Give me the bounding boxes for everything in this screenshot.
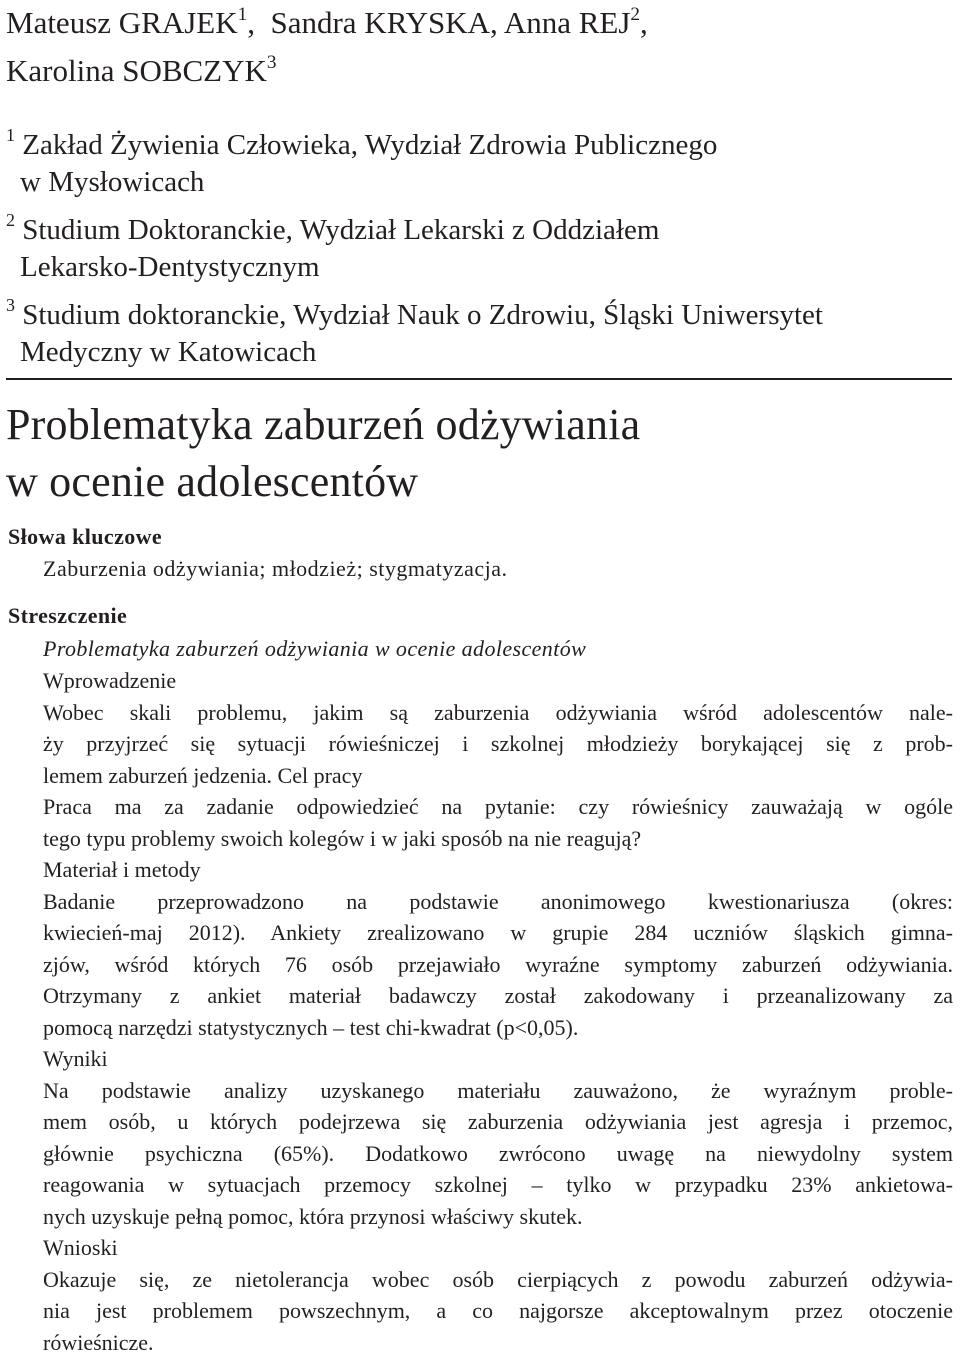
article-title-line-1: Problematyka zaburzeń odżywiania xyxy=(6,400,641,449)
abstract-line: lemem zaburzeń jedzenia. Cel pracy xyxy=(43,762,363,788)
author-1-sup: 1 xyxy=(237,3,248,25)
abstract-line: nia jest problemem powszechnym, a co najgorsze akceptowalnym przez otoczenie xyxy=(43,1298,953,1323)
affiliation-3 xyxy=(6,297,823,371)
abstract-line: Otrzymany z ankiet materiał badawczy został zakodowany i przeanalizowany za xyxy=(43,983,953,1008)
abstract-line: kwiecień-maj 2012). Ankiety zrealizowano w grupie 284 uczniów śląskich gimna- xyxy=(43,920,953,945)
affiliation-1 xyxy=(6,127,717,201)
abstract-section-conclusions-heading: Wnioski xyxy=(43,1235,118,1260)
abstract-line: Badanie przeprowadzono na podstawie anonimowego kwestionariusza (okres: xyxy=(43,888,953,914)
abstract-subtitle: Problematyka zaburzeń odżywiania w ocenie adolescentów xyxy=(43,636,587,661)
affiliation-1-sup: 1 xyxy=(6,125,15,146)
affiliation-3-sup: 3 xyxy=(6,295,15,316)
author-4: Karolina SOBCZYK xyxy=(6,53,267,88)
abstract-line: mem osób, u których podejrzewa się zaburzenia odżywiania jest agresja i przemoc, xyxy=(43,1109,953,1134)
abstract-line: głównie psychiczna (65%). Dodatkowo zwrócono uwagę na niewydolny system xyxy=(43,1140,953,1166)
authors xyxy=(6,0,648,94)
abstract-heading: Streszczenie xyxy=(8,603,128,628)
affiliation-2-line-2: Lekarsko-Dentystycznym xyxy=(20,251,320,283)
affiliation-2-line-1: Studium Doktoranckie, Wydział Lekarski z Oddziałem xyxy=(22,214,660,246)
abstract-section-methods-heading: Materiał i metody xyxy=(43,857,201,882)
abstract-line: pomocą narzędzi statystycznych – test chi-kwadrat (p<0,05). xyxy=(43,1014,579,1040)
keywords-text: Zaburzenia odżywiania; młodzież; stygmatyzacja. xyxy=(43,556,508,581)
author-2-3: , Sandra KRYSKA, Anna REJ xyxy=(247,5,631,40)
author-1: Mateusz GRAJEK xyxy=(6,5,238,40)
abstract-line: tego typu problemy swoich kolegów i w jaki sposób na nie reagują? xyxy=(43,825,642,851)
affiliation-1-line-2: w Mysłowicach xyxy=(20,166,205,198)
authors-line-2 xyxy=(6,48,648,94)
abstract-line: rówieśnicze. xyxy=(43,1329,154,1355)
author-4-sup: 3 xyxy=(266,51,277,73)
authors-line-1-end: , xyxy=(640,5,648,40)
keywords-heading: Słowa kluczowe xyxy=(8,524,163,549)
abstract-section-results-heading: Wyniki xyxy=(43,1046,108,1071)
abstract-line: Praca ma za zadanie odpowiedzieć na pytanie: czy rówieśnicy zauważają w ogóle xyxy=(43,794,953,819)
abstract-line: zjów, wśród których 76 osób przejawiało wyraźne symptomy zaburzeń odżywiania. xyxy=(43,951,953,977)
authors-line-1 xyxy=(6,0,648,46)
abstract-section-intro-heading: Wprowadzenie xyxy=(43,668,177,693)
affiliation-2 xyxy=(6,212,659,286)
affiliation-2-sup: 2 xyxy=(6,210,15,231)
abstract-line: reagowania w sytuacjach przemocy szkolnej – tylko w przypadku 23% ankietowa- xyxy=(43,1172,953,1197)
affiliation-3-line-2: Medyczny w Katowicach xyxy=(20,336,317,368)
abstract-line: Okazuje się, ze nietolerancja wobec osób cierpiących z powodu zaburzeń odżywia- xyxy=(43,1266,953,1292)
header-divider xyxy=(6,378,952,380)
abstract-body xyxy=(43,665,953,1358)
article-title xyxy=(6,396,640,510)
abstract-line: nych uzyskuje pełną pomoc, która przynosi właściwy skutek. xyxy=(43,1203,583,1229)
article-title-line-2: w ocenie adolescentów xyxy=(6,457,419,506)
affiliation-1-line-1: Zakład Żywienia Człowieka, Wydział Zdrowia Publicznego xyxy=(22,129,718,161)
abstract-line: ży przyjrzeć się sytuacji rówieśniczej i szkolnej młodzieży borykającej się z prob- xyxy=(43,731,953,756)
author-3-sup: 2 xyxy=(630,3,641,25)
abstract-line: Na podstawie analizy uzyskanego materiału zauważono, że wyraźnym proble- xyxy=(43,1077,953,1103)
affiliation-3-line-1: Studium doktoranckie, Wydział Nauk o Zdrowiu, Śląski Uniwersytet xyxy=(22,299,823,331)
abstract-line: Wobec skali problemu, jakim są zaburzenia odżywiania wśród adolescentów nale- xyxy=(43,699,953,725)
